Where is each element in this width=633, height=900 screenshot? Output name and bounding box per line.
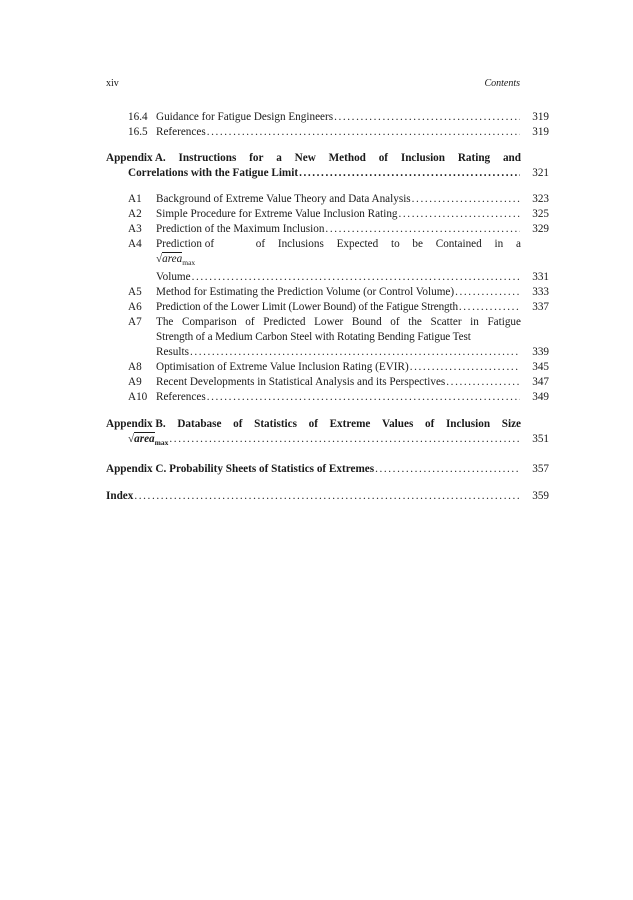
title-word: Predicted (263, 316, 306, 329)
running-header (106, 78, 520, 94)
toc-entry-a6[interactable] (128, 300, 549, 315)
title-word: Bound (351, 316, 382, 329)
page-ref: 333 (532, 286, 549, 299)
section-number: A6 (128, 301, 142, 314)
title-word: of (245, 316, 255, 329)
appendix-label: Appendix A. (106, 152, 166, 164)
page-ref: 339 (532, 346, 549, 359)
entry-title: Strength of a Medium Carbon Steel with Rotating Bending Fatigue Test (156, 331, 471, 344)
leader-dots (169, 432, 520, 447)
page-ref: 325 (532, 208, 549, 220)
leader-dots (412, 192, 520, 207)
leader-dots (459, 300, 520, 315)
page-ref: 329 (532, 223, 549, 235)
section-number: A2 (128, 208, 142, 220)
title-word: Values (382, 418, 414, 431)
entry-title: Guidance for Fatigue Design Engineers (156, 111, 334, 123)
sqrt-area-max (156, 252, 195, 270)
title-word: and (502, 152, 521, 164)
page-ref: 349 (532, 391, 549, 404)
title-word: be (412, 238, 423, 250)
entry-title: References (156, 126, 206, 138)
toc-entry-a10[interactable] (128, 390, 549, 405)
title-word: of (255, 238, 266, 250)
leader-dots (325, 222, 520, 237)
title-word: of (308, 418, 318, 431)
leader-dots (334, 110, 520, 125)
title-word: Size (501, 418, 521, 431)
toc-entry-a1[interactable] (128, 192, 549, 207)
title-word: Inclusion (400, 152, 445, 164)
title-word: The (156, 316, 174, 329)
table-of-contents (106, 110, 549, 504)
title-word: a (515, 238, 521, 250)
title-word: Statistics (254, 418, 297, 431)
title-words (256, 237, 521, 270)
section-number: A1 (128, 193, 142, 205)
title-word: Extreme (329, 418, 371, 431)
toc-entry-16-5[interactable] (128, 125, 549, 140)
title-part: Prediction of (156, 238, 215, 250)
leader-dots (299, 166, 520, 181)
title-word: a (276, 152, 282, 164)
page-ref: 359 (532, 490, 549, 503)
title-word: of (390, 316, 400, 329)
title-word: of (378, 152, 389, 164)
page-ref: 323 (532, 193, 549, 205)
toc-entry-a7-cont2[interactable] (156, 345, 549, 360)
leader-dots (207, 125, 520, 140)
appendix-b-heading-cont[interactable] (128, 432, 549, 450)
toc-entry-a8[interactable] (128, 360, 549, 375)
entry-title: Correlations with the Fatigue Limit (128, 167, 299, 179)
title-word: Comparison (182, 316, 237, 329)
entry-title: Volume (156, 271, 191, 284)
page-ref: 319 (532, 111, 549, 123)
page-ref: 347 (532, 376, 549, 389)
toc-entry-appendix-c[interactable] (106, 462, 549, 477)
title-words (156, 315, 521, 330)
page-ref: 337 (532, 301, 549, 314)
title-word: in (494, 238, 504, 250)
title-word: Fatigue (487, 316, 521, 329)
appendix-label: Appendix B. (106, 418, 166, 431)
radical-sign: √ (128, 433, 135, 446)
leader-dots (446, 375, 520, 390)
title-word: Instructions (178, 152, 237, 164)
page-ref: 357 (532, 463, 549, 476)
appendix-a-heading-cont[interactable] (128, 166, 549, 181)
toc-entry-a5[interactable] (128, 285, 549, 300)
leader-dots (455, 285, 520, 300)
section-number: 16.4 (128, 111, 148, 123)
title-word: to (390, 238, 400, 250)
leader-dots (134, 489, 520, 504)
title-word: Rating (457, 152, 491, 164)
section-number: A3 (128, 223, 142, 235)
entry-title: Appendix C. Probability Sheets of Statistics of Extremes (106, 463, 375, 476)
sqrt-area-max (128, 432, 168, 450)
toc-entry-index[interactable] (106, 489, 549, 504)
entry-title: Optimisation of Extreme Value Inclusion Rating (EVIR) (156, 361, 409, 374)
entry-title: Prediction of the Lower Limit (Lower Bound) of the Fatigue Strength (156, 301, 458, 314)
title-word: Inclusions (277, 238, 324, 250)
title-word: Method (328, 152, 366, 164)
page-ref: 351 (532, 433, 549, 446)
page-ref: 345 (532, 361, 549, 374)
title-word: Scatter (430, 316, 462, 329)
running-title: Contents (484, 78, 520, 89)
entry-title: Prediction of the Maximum Inclusion (156, 223, 325, 235)
section-number: A4 (128, 238, 142, 250)
toc-entry-a7-cont[interactable] (156, 330, 549, 345)
leader-dots (375, 462, 520, 477)
title-word: Inclusion (445, 418, 491, 431)
title-word: New (294, 152, 316, 164)
title-word: Database (177, 418, 222, 431)
leader-dots (207, 390, 520, 405)
toc-entry-a9[interactable] (128, 375, 549, 390)
title-word: Expected (336, 238, 379, 250)
appendix-b-heading[interactable] (106, 417, 549, 432)
entry-title: Recent Developments in Statistical Analysis and its Perspectives (156, 376, 446, 389)
radical-sign: √ (156, 253, 163, 265)
toc-entry-a7[interactable] (128, 315, 549, 330)
toc-entry-a3[interactable] (128, 222, 549, 237)
page-number: xiv (106, 78, 119, 89)
title-word: Lower (314, 316, 344, 329)
section-number: A5 (128, 286, 142, 299)
section-number: 16.5 (128, 126, 148, 138)
toc-entry-a4[interactable] (128, 237, 549, 270)
entry-title: Index (106, 490, 134, 503)
leader-dots (410, 360, 520, 375)
entry-title: Method for Estimating the Prediction Volume (or Control Volume) (156, 286, 455, 299)
entry-title (156, 237, 256, 270)
area-symbol: area (134, 433, 155, 446)
title-word: for (249, 152, 264, 164)
appendix-a-heading[interactable] (106, 151, 549, 166)
entry-title: Simple Procedure for Extreme Value Inclusion Rating (156, 208, 398, 220)
page-ref: 331 (532, 271, 549, 284)
title-word: in (470, 316, 479, 329)
toc-entry-16-4[interactable] (128, 110, 549, 125)
toc-entry-a4-cont[interactable] (156, 270, 549, 285)
leader-dots (192, 270, 520, 285)
entry-title: References (156, 391, 206, 404)
section-number: A9 (128, 376, 142, 389)
leader-dots (399, 207, 520, 222)
entry-title: Results (156, 346, 189, 359)
leader-dots (190, 345, 520, 360)
section-number: A7 (128, 316, 142, 329)
max-subscript: max (182, 258, 196, 268)
max-subscript: max (154, 438, 169, 448)
page-ref: 319 (532, 126, 549, 138)
title-word: of (424, 418, 435, 431)
area-symbol: area (162, 253, 183, 265)
section-number: A10 (128, 391, 148, 404)
title-word: Contained (435, 238, 482, 250)
title-word: of (233, 418, 243, 431)
entry-title: Background of Extreme Value Theory and Data Analysis (156, 193, 411, 205)
section-number: A8 (128, 361, 142, 374)
toc-entry-a2[interactable] (128, 207, 549, 222)
page-ref: 321 (532, 167, 549, 179)
title-word: the (408, 316, 422, 329)
